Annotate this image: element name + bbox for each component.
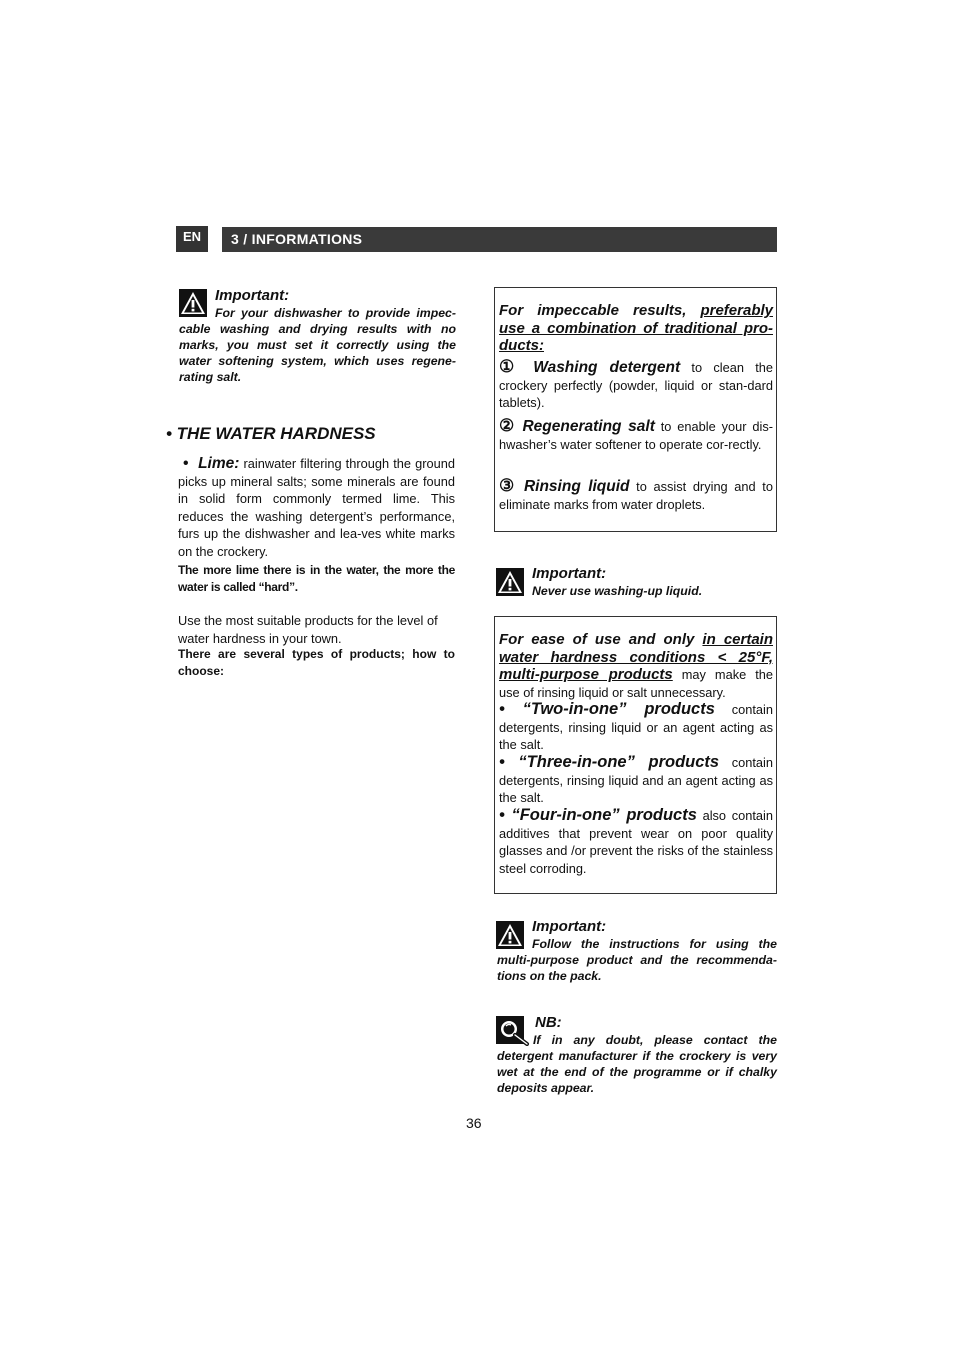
nb-title: NB: bbox=[535, 1014, 562, 1031]
important-text: Never use washing-up liquid. bbox=[532, 584, 703, 598]
important-text: Follow the instructions for using the multi-purpose product and the recommenda-tions on the pack. bbox=[497, 937, 777, 983]
product-types-note: There are several types of products; how to choose: bbox=[178, 647, 455, 678]
box2-item-four-in-one: • “Four-in-one” products also contain additives that prevent wear on poor quality glasses and /or prevent the risks of the stainless steel corroding. bbox=[499, 806, 773, 876]
box1-item-rinse: ③ Rinsing liquid to assist drying and to eliminate marks from water droplets. bbox=[499, 476, 773, 512]
important-title: Important: bbox=[532, 918, 607, 935]
page-number: 36 bbox=[466, 1115, 482, 1131]
box1-item-salt: ② Regenerating salt to enable your dis-hwasher’s water softener to operate cor-rectly. bbox=[499, 416, 774, 452]
nb-text: If in any doubt, please contact the detergent manufacturer if the crockery is very wet at the end of the programme or if chalky deposits appear. bbox=[497, 1033, 777, 1095]
important-text: For your dishwasher to provide impec-cable washing and drying results with no marks, you must set it correctly using the water softening system, which uses regene-rating salt. bbox=[179, 306, 456, 384]
language-tab: EN bbox=[176, 226, 208, 252]
lime-text: rainwater filtering through the ground picks up mineral salts; some minerals are found in solid form commonly termed lime. This reduces the washing detergent’s performance, furs up the dishwasher and lea-ves white marks on the crockery. bbox=[178, 456, 455, 559]
lime-label: Lime: bbox=[198, 455, 240, 472]
lime-paragraph: • Lime: rainwater filtering through the ground picks up mineral salts; some minerals are found in solid form commonly termed lime. This reduces the washing detergent’s performance, furs up the dishwasher and lea-ves white marks on the crockery. bbox=[178, 455, 455, 559]
box1-heading: For impeccable results, preferably use a combination of traditional pro-ducts: bbox=[499, 302, 773, 354]
box2-item-two-in-one: • “Two-in-one” products contain detergents, rinsing liquid or an agent acting as the salt. bbox=[499, 700, 773, 752]
traditional-products-box bbox=[494, 287, 777, 532]
box1-item-detergent: ① Washing detergent to clean the crockery perfectly (powder, liquid or stan-dard tablets). bbox=[499, 357, 773, 410]
box2-item-three-in-one: • “Three-in-one” products contain detergents, rinsing liquid and an agent acting as the salt. bbox=[499, 753, 773, 805]
hard-water-note: The more lime there is in the water, the more the water is called “hard”. bbox=[178, 563, 455, 594]
important-title: Important: bbox=[215, 287, 290, 304]
section-header: 3 / INFORMATIONS bbox=[222, 227, 777, 252]
important-title: Important: bbox=[532, 565, 607, 582]
warning-icon bbox=[496, 568, 524, 596]
use-products-text: Use the most suitable products for the level of water hardness in your town. bbox=[178, 613, 438, 646]
section-title-water-hardness: • THE WATER HARDNESS bbox=[166, 424, 376, 443]
box2-heading: For ease of use and only in certain water hardness conditions < 25°F, multi-purpose products may make the use of rinsing liquid or salt unnecessary. bbox=[499, 631, 774, 700]
multi-purpose-products-box bbox=[494, 616, 777, 894]
